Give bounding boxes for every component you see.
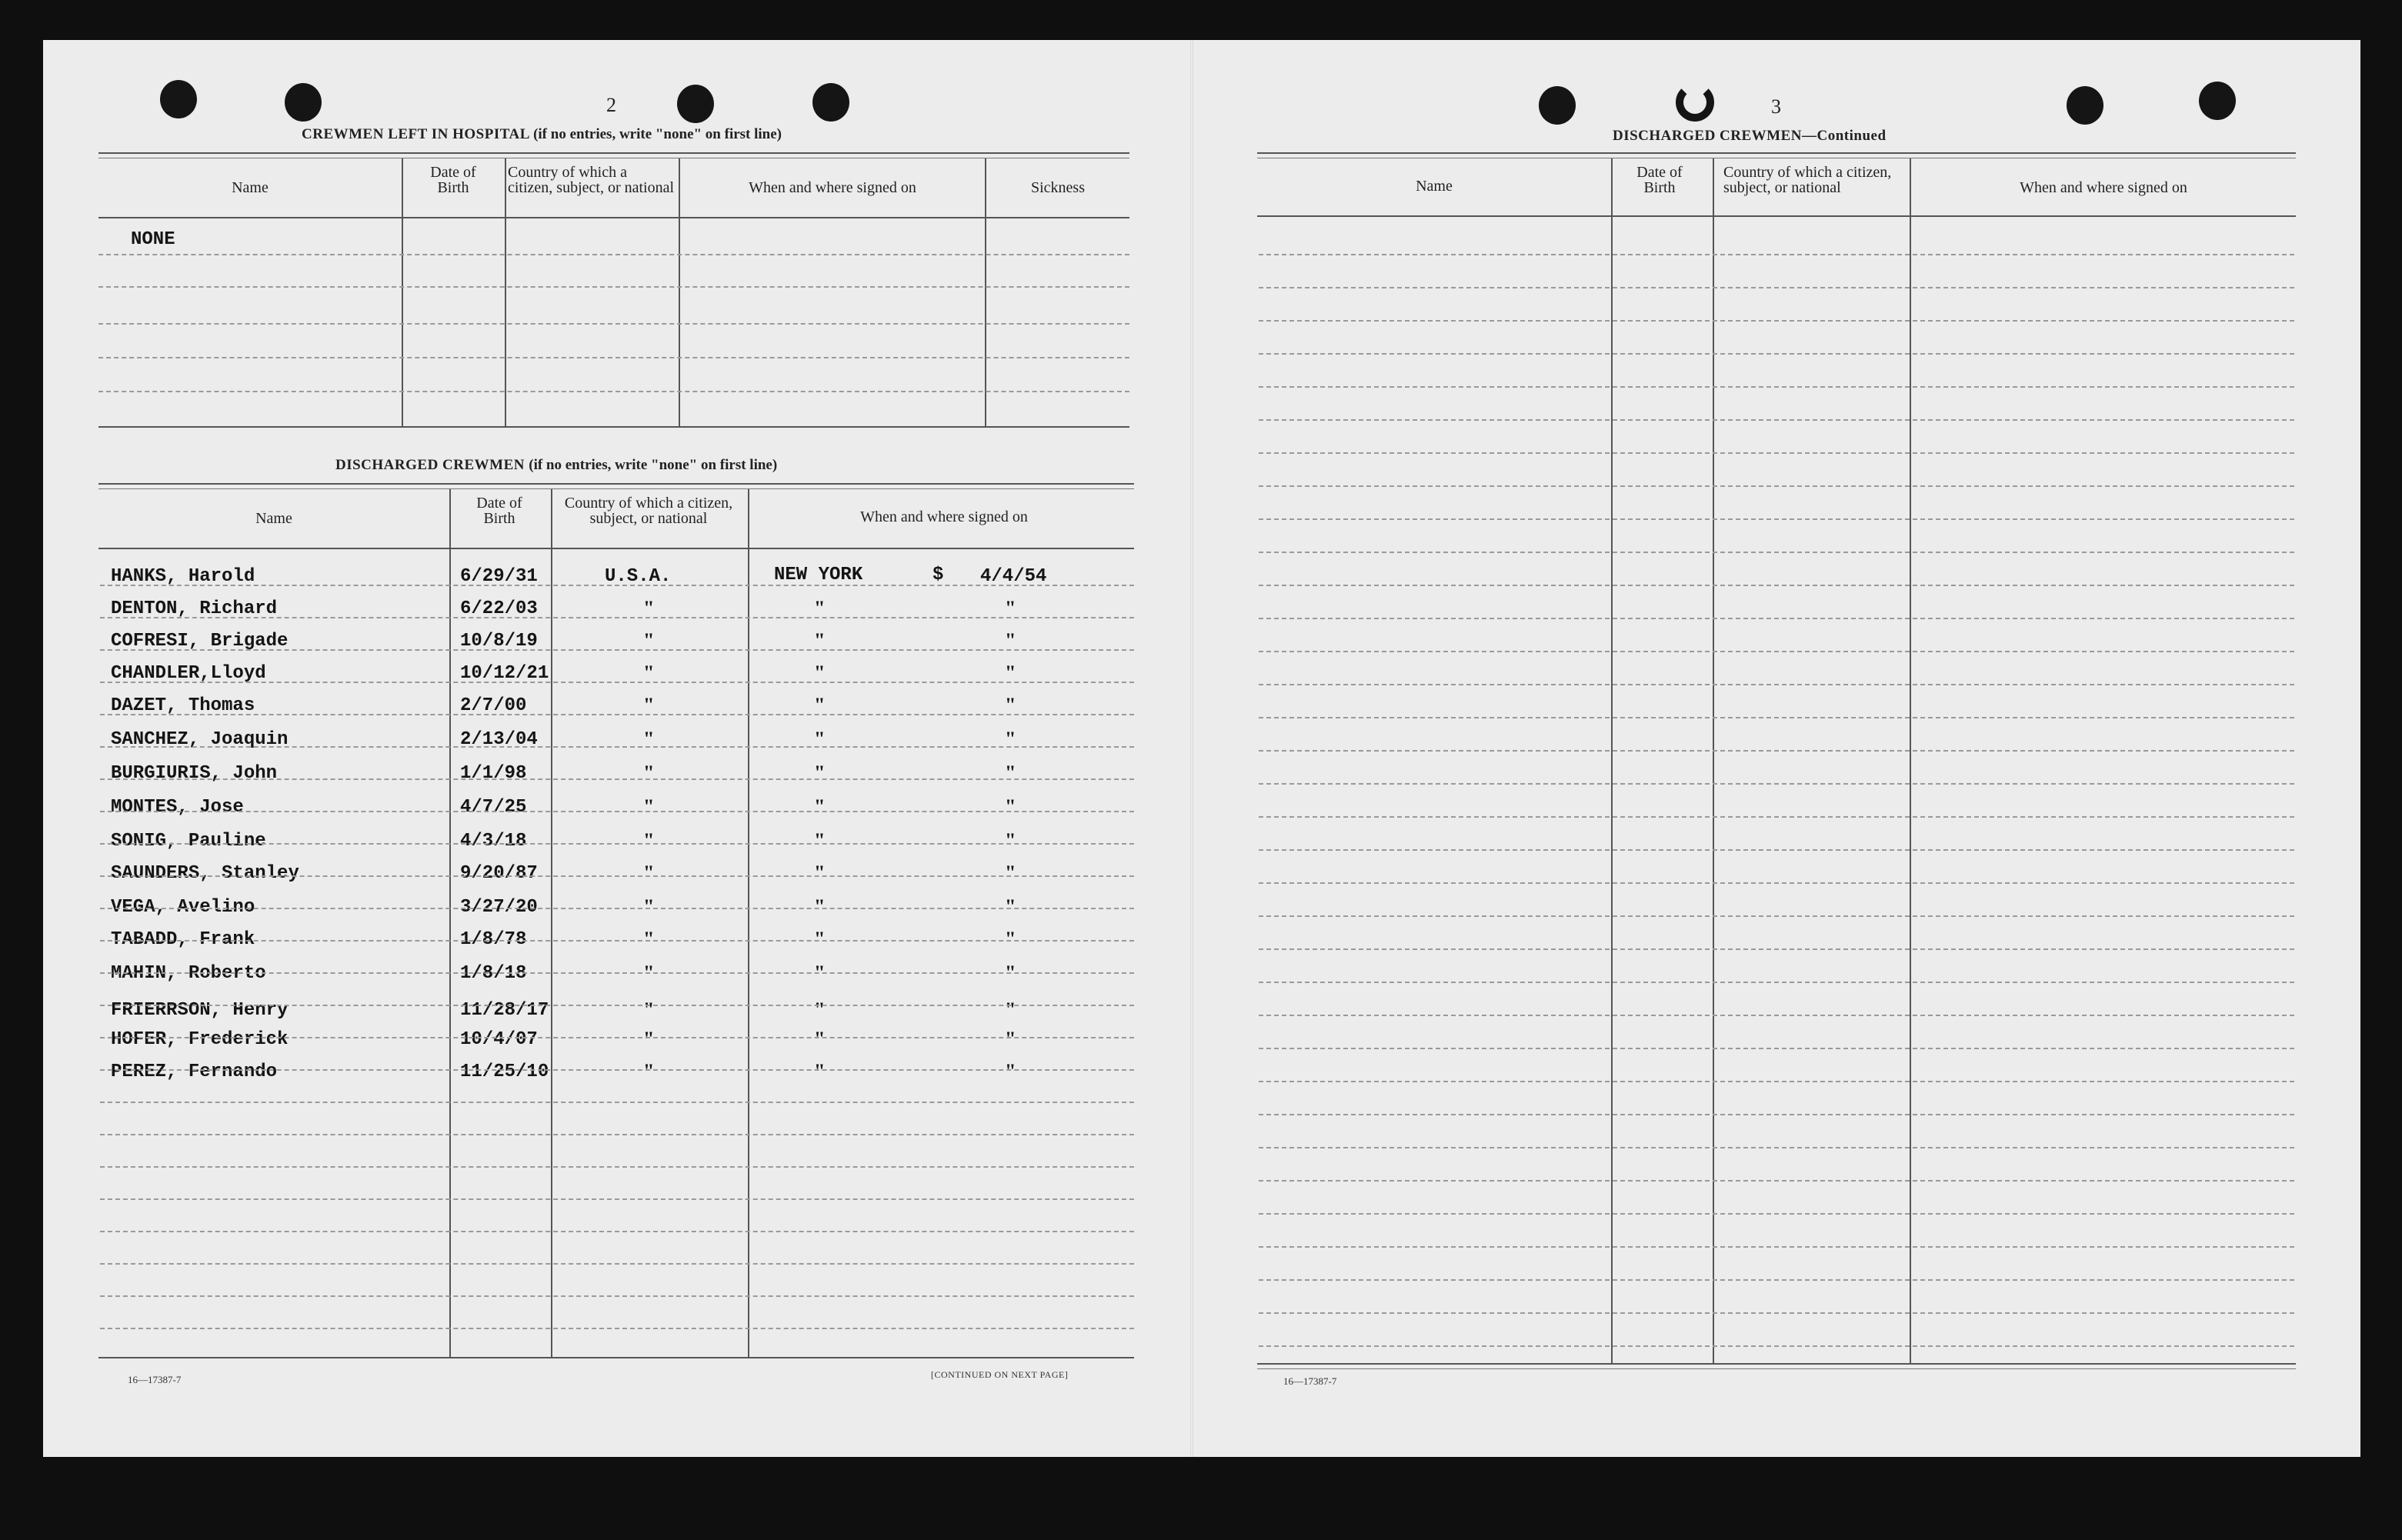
crew-name: HANKS, Harold [111,566,255,587]
row-rule [1259,816,2294,818]
rule [98,548,1134,549]
crew-dob: 10/12/21 [460,663,549,684]
ditto-mark: " [643,762,655,784]
ditto-mark: " [814,998,826,1021]
row-rule [1259,1048,2294,1049]
row-rule [100,1295,1134,1297]
continued-section-title [1613,128,1887,145]
row-rule [100,714,1134,715]
discharged-section-title [335,457,777,474]
ditto-mark: " [643,895,655,918]
rule [98,152,1129,154]
crew-name: FRIERRSON, Henry [111,1000,289,1021]
discharged-header-dob: Date of Birth [476,495,522,527]
ditto-mark: " [1005,928,1016,950]
row-rule [1259,419,2294,421]
crew-dob: 11/25/10 [460,1062,549,1082]
row-rule [1259,783,2294,785]
row-rule [1259,982,2294,983]
crew-name: DENTON, Richard [111,598,278,619]
row-rule [100,1102,1134,1103]
hospital-header-name: Name [232,179,269,196]
row-rule [1259,320,2294,322]
row-rule [100,1198,1134,1200]
row-rule [1259,1213,2294,1215]
continued-title-text: DISCHARGED CREWMEN [1613,128,1802,144]
row-rule [1259,849,2294,851]
rule [98,426,1129,428]
ditto-mark: " [643,829,655,852]
punch-hole [160,80,197,118]
form-number-right: 16—17387-7 [1283,1375,1337,1387]
continued-note: [CONTINUED ON NEXT PAGE] [931,1369,1069,1380]
row-rule [98,286,1129,288]
crew-dob: 2/7/00 [460,695,527,716]
crew-dob: 10/8/19 [460,631,538,652]
row-rule [1259,1279,2294,1281]
punch-hole [677,85,714,123]
row-rule [100,811,1134,812]
column-rule [748,489,749,1357]
ditto-mark: " [643,1028,655,1050]
row-rule [1259,1147,2294,1148]
ditto-mark: " [643,928,655,950]
row-rule [1259,1345,2294,1347]
ditto-mark: " [814,629,826,652]
row-rule [1259,518,2294,520]
hospital-instruction: (if no entries, write "none" on first line) [533,126,782,142]
ditto-mark: " [1005,728,1016,750]
ditto-mark: " [643,998,655,1021]
hospital-section-title [302,126,782,143]
row-rule [1259,651,2294,652]
row-rule [98,391,1129,392]
ditto-mark: " [814,662,826,684]
punch-hole [2199,82,2236,120]
crew-name: MAHIN, Roberto [111,963,266,984]
page-fold [1190,40,1193,1457]
ditto-mark: " [814,1060,826,1082]
discharged-header-signed: When and where signed on [860,508,1028,525]
row-rule [100,1231,1134,1232]
rule [98,483,1134,485]
rule [1257,1363,2296,1365]
crew-name: SANCHEZ, Joaquin [111,729,289,750]
page-number-left: 2 [606,94,616,116]
row-rule [100,843,1134,845]
crew-dob: 6/29/31 [460,566,538,587]
row-rule [1259,948,2294,950]
row-rule [1259,684,2294,685]
column-rule [1611,158,1613,1363]
document-paper [43,40,2360,1457]
punch-hole [1539,86,1576,125]
column-rule [679,158,680,426]
row-rule [98,254,1129,255]
row-rule [100,972,1134,974]
crew-name: CHANDLER,Lloyd [111,663,266,684]
crew-name: PEREZ, Fernando [111,1062,278,1082]
row-rule [1259,552,2294,553]
row-rule [1259,287,2294,288]
ditto-mark: " [814,762,826,784]
crew-name: COFRESI, Brigade [111,631,289,652]
row-rule [100,1037,1134,1038]
row-rule [1259,254,2294,255]
row-rule [1259,1312,2294,1314]
column-rule [402,158,403,426]
ditto-mark: " [1005,862,1016,884]
crew-dob: 4/3/18 [460,831,527,852]
row-rule [1259,1180,2294,1182]
crew-dob: 1/8/18 [460,963,527,984]
row-rule [100,1069,1134,1071]
crew-country: U.S.A. [605,566,672,587]
crew-dob: 11/28/17 [460,1000,549,1021]
crew-dob: 6/22/03 [460,598,538,619]
row-rule [100,875,1134,877]
row-rule [1259,1081,2294,1082]
crew-name: BURGIURIS, John [111,763,278,784]
crew-place: NEW YORK [774,565,863,585]
crew-name: HOFER, Frederick [111,1029,289,1050]
ditto-mark: " [814,895,826,918]
row-rule [98,357,1129,358]
row-rule [100,1134,1134,1135]
crew-name: SAUNDERS, Stanley [111,863,299,884]
row-rule [100,585,1134,586]
ditto-mark: " [643,597,655,619]
right-header-name: Name [1416,178,1453,195]
row-rule [100,908,1134,909]
ditto-mark: " [1005,962,1016,984]
row-rule [1259,882,2294,884]
rule [1257,152,2296,154]
crew-dob: 9/20/87 [460,863,538,884]
column-rule [1713,158,1714,1363]
row-rule [1259,1114,2294,1115]
crew-name: MONTES, Jose [111,797,244,818]
rule [98,1357,1134,1358]
row-rule [100,1263,1134,1265]
discharged-header-country: Country of which a citizen, subject, or national [564,495,733,527]
row-rule [1259,485,2294,487]
column-rule [449,489,451,1357]
ditto-mark: " [814,1028,826,1050]
crew-dob: 1/1/98 [460,763,527,784]
ditto-mark: " [814,829,826,852]
crew-dob: 10/4/07 [460,1029,538,1050]
hospital-header-sickness: Sickness [1031,179,1085,196]
row-rule [100,649,1134,651]
ditto-mark: " [643,862,655,884]
row-rule [100,617,1134,618]
crew-dob: 4/7/25 [460,797,527,818]
ditto-mark: " [643,694,655,716]
ditto-mark: " [1005,629,1016,652]
row-rule [100,940,1134,942]
ditto-mark: " [1005,762,1016,784]
ditto-mark: " [814,928,826,950]
ditto-mark: " [814,597,826,619]
hospital-header-signed: When and where signed on [749,179,916,196]
ditto-mark: " [1005,694,1016,716]
ditto-mark: " [1005,895,1016,918]
rule [1257,215,2296,217]
row-rule [1259,585,2294,586]
crew-signed-date: 4/4/54 [980,566,1047,587]
ditto-mark: " [814,862,826,884]
row-rule [100,1328,1134,1329]
ditto-mark: " [643,962,655,984]
ditto-mark: " [1005,597,1016,619]
discharged-header-name: Name [255,510,292,527]
crew-name: DAZET, Thomas [111,695,255,716]
ditto-mark: " [1005,795,1016,818]
rule [98,488,1134,489]
punch-hole [812,83,849,122]
ditto-mark: " [1005,662,1016,684]
discharged-instruction: (if no entries, write "none" on first line) [529,457,778,473]
hospital-entry: NONE [131,229,175,250]
form-number-left: 16—17387-7 [128,1374,182,1385]
ditto-mark: " [814,795,826,818]
row-rule [100,778,1134,780]
crew-dob: 1/8/78 [460,929,527,950]
row-rule [100,746,1134,748]
row-rule [1259,1015,2294,1016]
row-rule [1259,353,2294,355]
row-rule [1259,717,2294,718]
dollar-mark: $ [932,565,944,585]
row-rule [100,1166,1134,1168]
ditto-mark: " [643,728,655,750]
crew-dob: 2/13/04 [460,729,538,750]
row-rule [1259,618,2294,619]
ditto-mark: " [1005,998,1016,1021]
punch-hole [2067,86,2103,125]
crew-dob: 3/27/20 [460,897,538,918]
row-rule [1259,750,2294,752]
column-rule [985,158,986,426]
ditto-mark: " [643,1060,655,1082]
ditto-mark: " [814,962,826,984]
row-rule [98,323,1129,325]
row-rule [1259,452,2294,454]
column-rule [551,489,552,1357]
rule [1257,1368,2296,1369]
crew-name: TABADD, Frank [111,929,255,950]
row-rule [1259,386,2294,388]
punch-hole [1676,83,1714,122]
page-number-right: 3 [1771,95,1781,118]
crew-name: SONIG, Pauline [111,831,266,852]
ditto-mark: " [814,728,826,750]
column-rule [505,158,506,426]
ditto-mark: " [1005,1060,1016,1082]
hospital-title-text: CREWMEN LEFT IN HOSPITAL [302,126,529,142]
hospital-header-dob: Date of Birth [430,164,476,196]
row-rule [1259,1246,2294,1248]
row-rule [100,682,1134,683]
right-header-signed: When and where signed on [2020,179,2187,196]
ditto-mark: " [814,694,826,716]
right-header-dob: Date of Birth [1636,164,1683,196]
right-header-country: Country of which a citizen, subject, or national [1723,164,1892,196]
ditto-mark: " [1005,1028,1016,1050]
row-rule [100,1005,1134,1006]
ditto-mark: " [643,795,655,818]
ditto-mark: " [1005,829,1016,852]
column-rule [1910,158,1911,1363]
crew-name: VEGA, Avelino [111,897,255,918]
rule [98,217,1129,218]
discharged-title-text: DISCHARGED CREWMEN [335,457,525,473]
row-rule [1259,915,2294,917]
hospital-header-country: Country of which a citizen, subject, or national [508,164,675,196]
ditto-mark: " [643,662,655,684]
continued-title-suffix: —Continued [1802,128,1887,144]
ditto-mark: " [643,629,655,652]
punch-hole [285,83,322,122]
